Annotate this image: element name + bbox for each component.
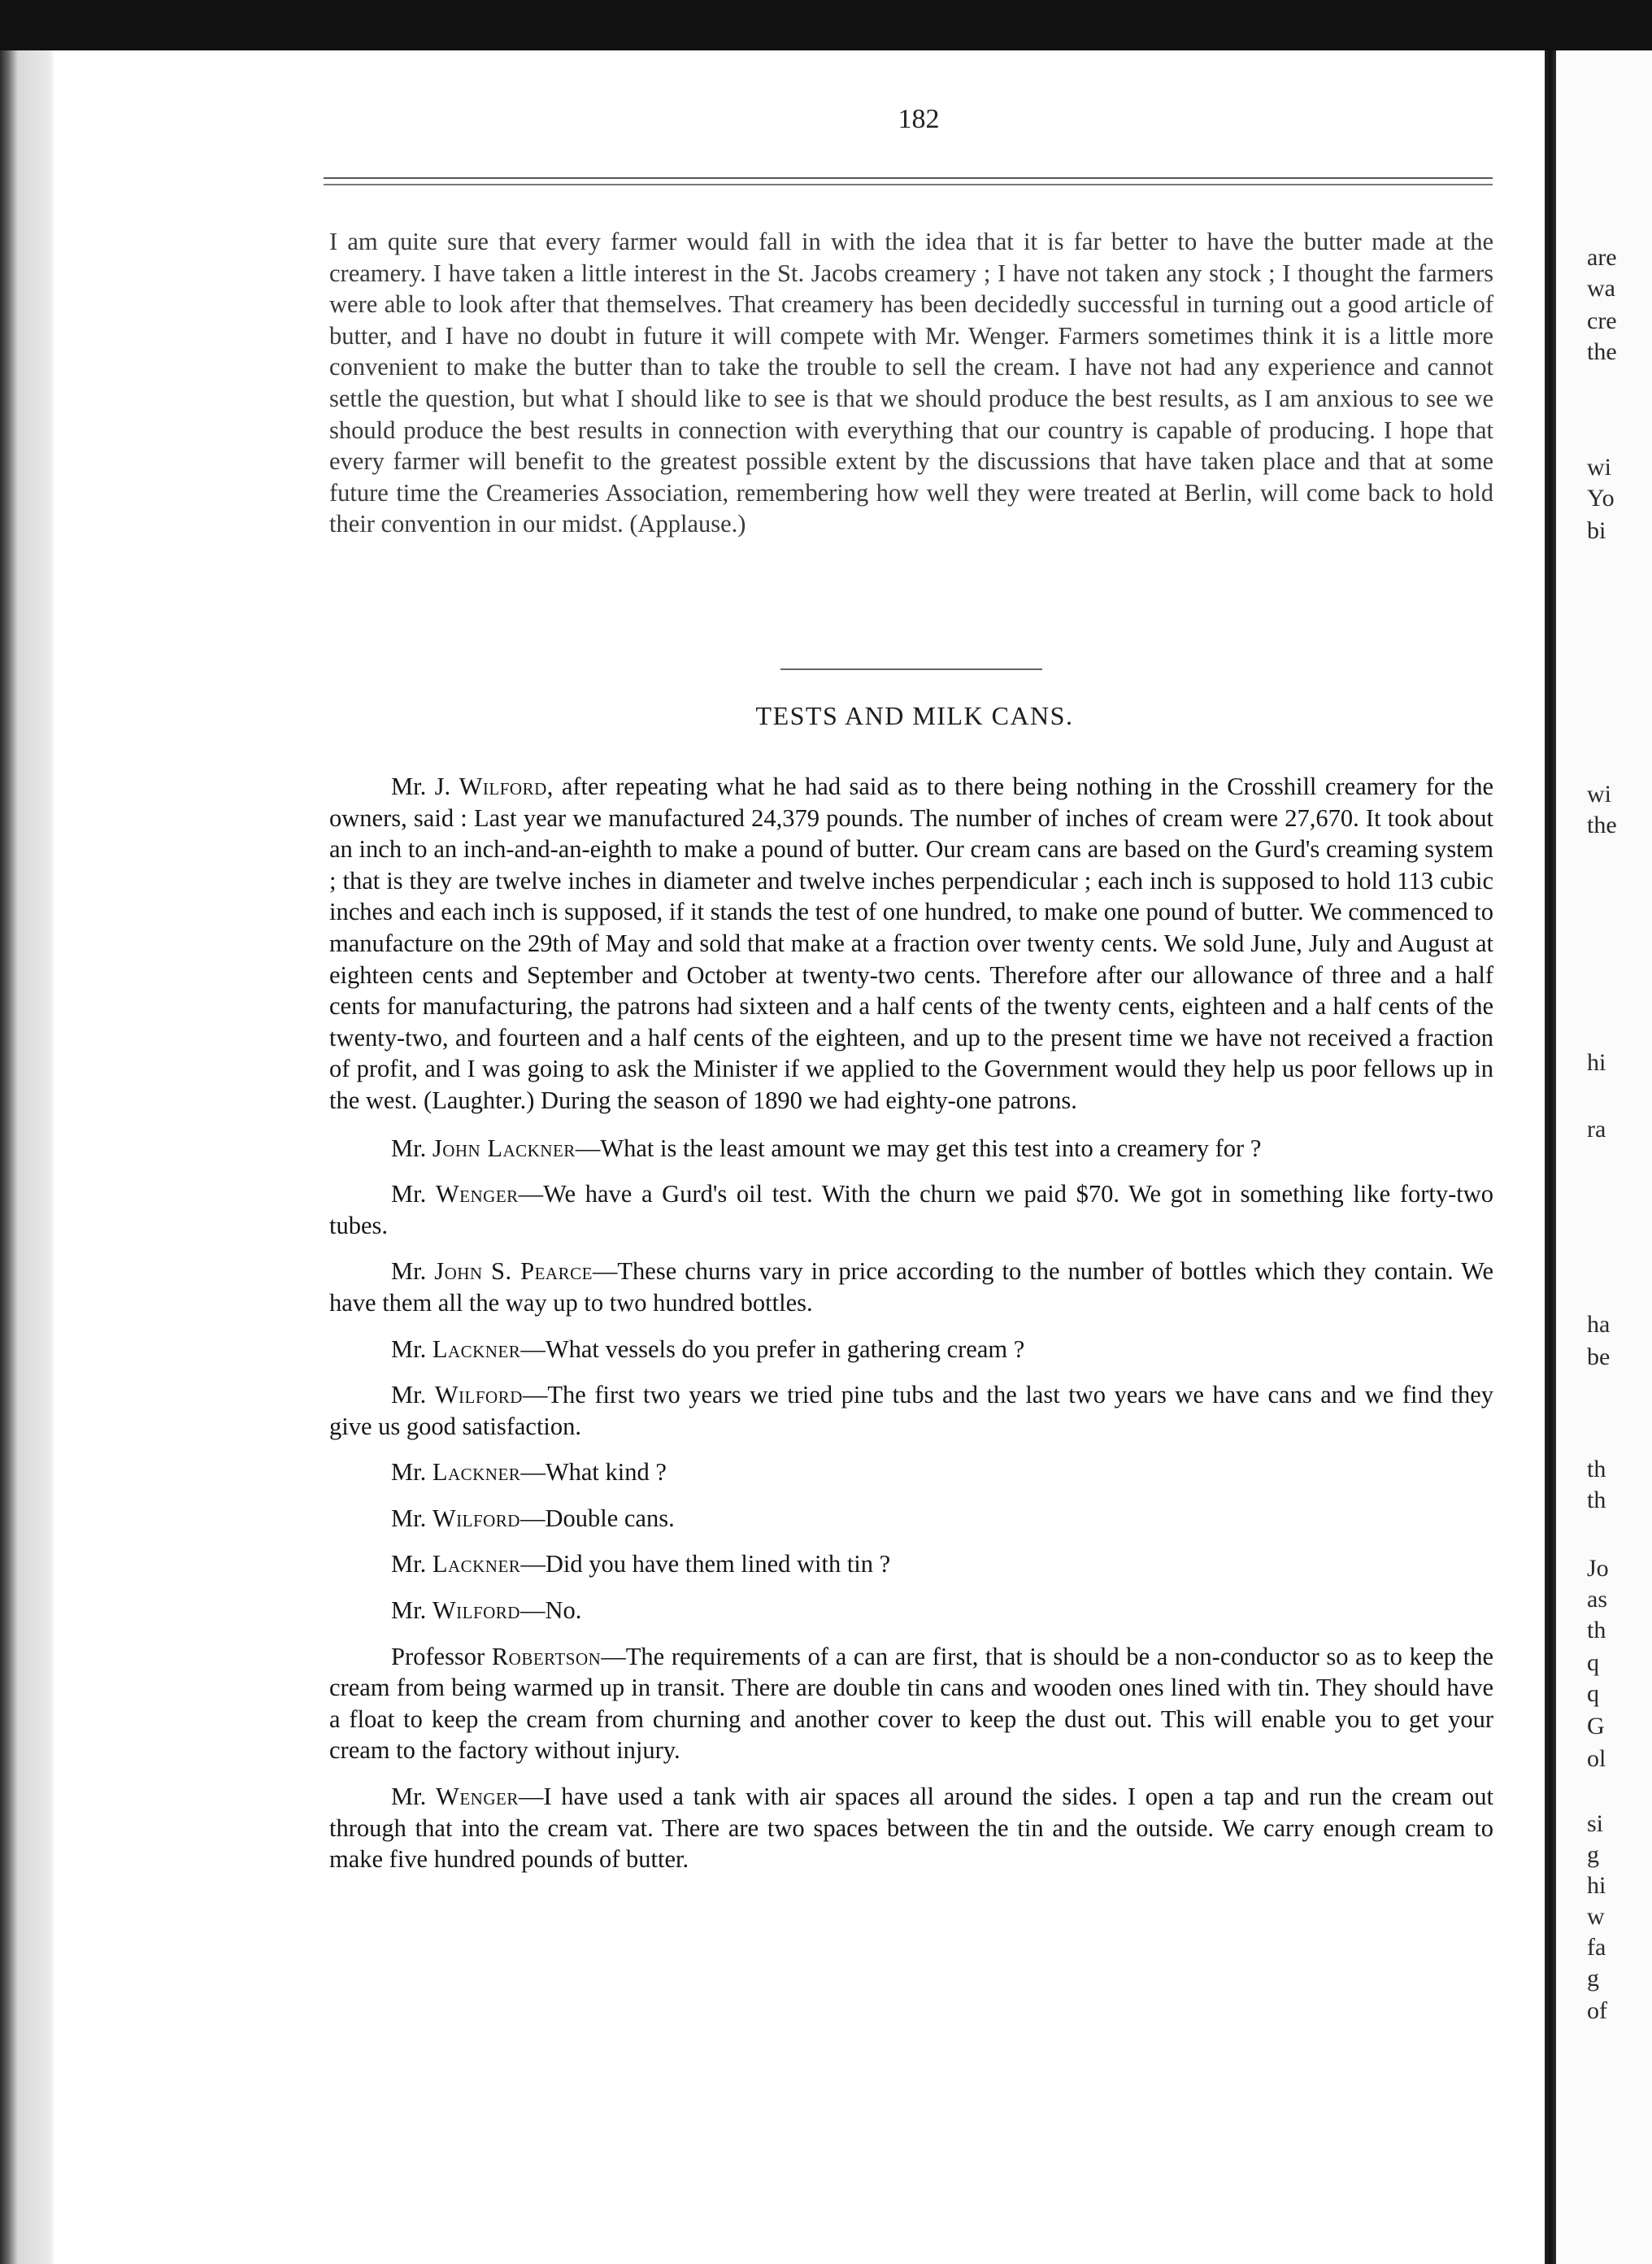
facing-page-fragment: g [1587, 1841, 1599, 1868]
facing-page-fragment: Yo [1587, 485, 1615, 512]
speech-text: —These churns vary in price according to the number of bottles which they contain. We have them all the way up to two hundred bottles. [329, 1257, 1493, 1317]
speaker-prefix: Mr. [391, 1550, 427, 1578]
speech-text: —What is the least amount we may get this test into a creamery for ? [575, 1134, 1262, 1162]
dialogue-paragraph [329, 1503, 1493, 1535]
speaker-name: Wenger [435, 1180, 519, 1208]
dialogue-paragraph [329, 1256, 1493, 1318]
dialogue-paragraph [329, 1781, 1493, 1875]
book-gutter [1545, 50, 1556, 2264]
book-page-edges [0, 50, 54, 2264]
facing-page-fragment: fa [1587, 1934, 1606, 1961]
facing-page-fragment: hi [1587, 1872, 1606, 1899]
section-divider [780, 668, 1042, 670]
dialogue-paragraph [329, 1334, 1493, 1365]
speaker-name: Robertson [491, 1642, 602, 1670]
facing-page-fragment: as [1587, 1586, 1607, 1613]
facing-page-fragment: w [1587, 1903, 1605, 1930]
facing-page-fragment: cre [1587, 307, 1617, 334]
speech-text: , after repeating what he had said as to there being nothing in the Crosshill creamery for the owners, said : Last year we manufactured 24,379 pounds. The number of inches of cream were 27,670. It took about an inch to an inch-and-an-eighth to make a pound of butter. Our cream cans are based on the Gurd's creaming system ; that is they are twelve inches in diameter and twelve inches perpendicular ; each inch is supposed to hold 113 cubic inches and each inch is supposed, if it stands the test of one hundred, to make one pound of butter. We commenced to manufacture on the 29th of May and sold that make at a fraction over twenty cents. We sold June, July and August at eighteen cents and September and October at twenty-two cents. Therefore after our allowance of three and a half cents for manufacturing, the patrons had sixteen and a half cents of the twenty cents, eighteen and a half cents of the twenty-two, and fourteen and a half cents of the eighteen, and up to the present time we have not received a fraction of profit, and I was going to ask the Minister if we applied to the Government would they help us poor fellows up in the west. (Laughter.) During the season of 1890 we had eighty-one patrons. [329, 773, 1494, 1114]
dialogue-paragraph [329, 1595, 1493, 1626]
speaker-name: Wilford [434, 1381, 523, 1409]
facing-page-fragment: ra [1587, 1116, 1606, 1143]
speaker-name: Lackner [432, 1334, 521, 1363]
speaker-name: Wilford [432, 1504, 520, 1532]
facing-page-fragment: g [1587, 1965, 1599, 1992]
header-double-rule [324, 177, 1493, 179]
speech-text: —The first two years we tried pine tubs and the last two years we have cans and we find they give us good satisfaction. [329, 1381, 1494, 1440]
speech-text: —No. [520, 1596, 582, 1625]
dialogue-paragraph [329, 1133, 1493, 1165]
speaker-prefix: Mr. [391, 1504, 427, 1532]
facing-page-fragment: G [1587, 1713, 1605, 1739]
speech-text: —We have a Gurd's oil test. With the churn we paid $70. We got in something like forty-two tubes. [329, 1180, 1494, 1239]
scan-top-edge [0, 0, 1652, 50]
facing-page-fragment: th [1587, 1617, 1606, 1644]
dialogue-paragraph [329, 771, 1493, 1117]
speech-text: —What kind ? [520, 1458, 667, 1487]
speaker-prefix: Mr. [391, 1381, 427, 1409]
dialogue-text [329, 771, 1493, 1890]
speaker-prefix: Mr. [391, 1596, 427, 1625]
speech-text: —The requirements of a can are first, that is should be a non-conductor so as to keep the cream from being warmed up in transit. There are double tin cans and wooden ones lined with tin. They should have a float to keep the cream from churning and another cover to keep the dust out. This will enable you to get your cream to the factory without injury. [329, 1642, 1493, 1765]
intro-paragraph: I am quite sure that every farmer would fall in with the idea that it is far better to have the butter made at the creamery. I have taken a little interest in the St. Jacobs creamery ; I have not taken any stock ; I thought the farmers were able to look after that themselves. That creamery has been decidedly successful in turning out a good article of butter, and I have no doubt in future it will compete with Mr. Wenger. Farmers sometimes think it is a little more convenient to make the butter than to take the trouble to sell the cream. I have not had any experience and cannot settle the question, but what I should like to see is that we should produce the best results, as I am anxious to see we should produce the best results in connection with everything that our country is capable of producing. I hope that every farmer will benefit to the greatest possible extent by the discussions that have taken place and that at some future time the Creameries Association, remembering how well they were treated at Berlin, will come back to hold their convention in our midst. (Applause.) [329, 228, 1493, 538]
facing-page-fragment: the [1587, 812, 1617, 838]
speech-text: —What vessels do you prefer in gathering cream ? [520, 1334, 1025, 1363]
facing-page-fragment: of [1587, 1997, 1607, 2024]
facing-page-fragment: ol [1587, 1745, 1606, 1772]
speech-text: —I have used a tank with air spaces all around the sides. I open a tap and run the cream out through that into the cream vat. There are two spaces between the tin and the outside. We carry enough cream to make five hundred pounds of butter. [329, 1783, 1494, 1874]
page-number: 182 [898, 104, 940, 134]
speaker-name: John Lackner [432, 1134, 576, 1162]
dialogue-paragraph [329, 1379, 1493, 1442]
dialogue-paragraph [329, 1548, 1493, 1580]
speaker-name: John S. Pearce [434, 1257, 593, 1286]
facing-page-fragment: q [1587, 1680, 1599, 1707]
facing-page-fragment: si [1587, 1810, 1604, 1837]
facing-page-fragment: wi [1587, 454, 1611, 481]
speaker-prefix: Mr. [391, 1257, 427, 1286]
facing-page-fragment: the [1587, 338, 1617, 365]
facing-page-fragment: th [1587, 1456, 1606, 1482]
section-heading: TESTS AND MILK CANS. [755, 701, 1074, 730]
facing-page-fragment: are [1587, 244, 1617, 271]
facing-page-fragment: wa [1587, 275, 1615, 302]
speaker-name: Wilford [432, 1596, 520, 1625]
speech-text: —Did you have them lined with tin ? [520, 1550, 891, 1578]
facing-page-fragment: wi [1587, 781, 1611, 808]
facing-page-fragment: th [1587, 1487, 1606, 1513]
dialogue-paragraph [329, 1456, 1493, 1488]
facing-page-margin [1556, 50, 1652, 2264]
intro-text [329, 226, 1493, 540]
facing-page-fragment: bi [1587, 517, 1606, 544]
speaker-prefix: Mr. [391, 1783, 427, 1811]
facing-page-fragment: q [1587, 1649, 1599, 1676]
facing-page-fragment: ha [1587, 1311, 1611, 1338]
speaker-name: Lackner [432, 1458, 521, 1487]
facing-page-fragment: be [1587, 1343, 1611, 1370]
speech-text: —Double cans. [520, 1504, 675, 1532]
facing-page-fragment: Jo [1587, 1555, 1609, 1582]
speaker-prefix: Mr. [391, 1134, 427, 1162]
dialogue-paragraph [329, 1641, 1493, 1766]
speaker-prefix: Mr. [391, 1334, 427, 1363]
speaker-name: Wenger [436, 1783, 519, 1811]
dialogue-paragraph [329, 1178, 1493, 1241]
speaker-prefix: Mr. [391, 1458, 427, 1487]
speaker-name: Wilford [459, 773, 547, 800]
speaker-prefix: Mr. [391, 1180, 427, 1208]
speaker-name: Lackner [432, 1550, 521, 1578]
speaker-prefix: Professor [391, 1642, 485, 1670]
speaker-prefix: Mr. J. [391, 773, 451, 800]
facing-page-fragment: hi [1587, 1049, 1606, 1076]
